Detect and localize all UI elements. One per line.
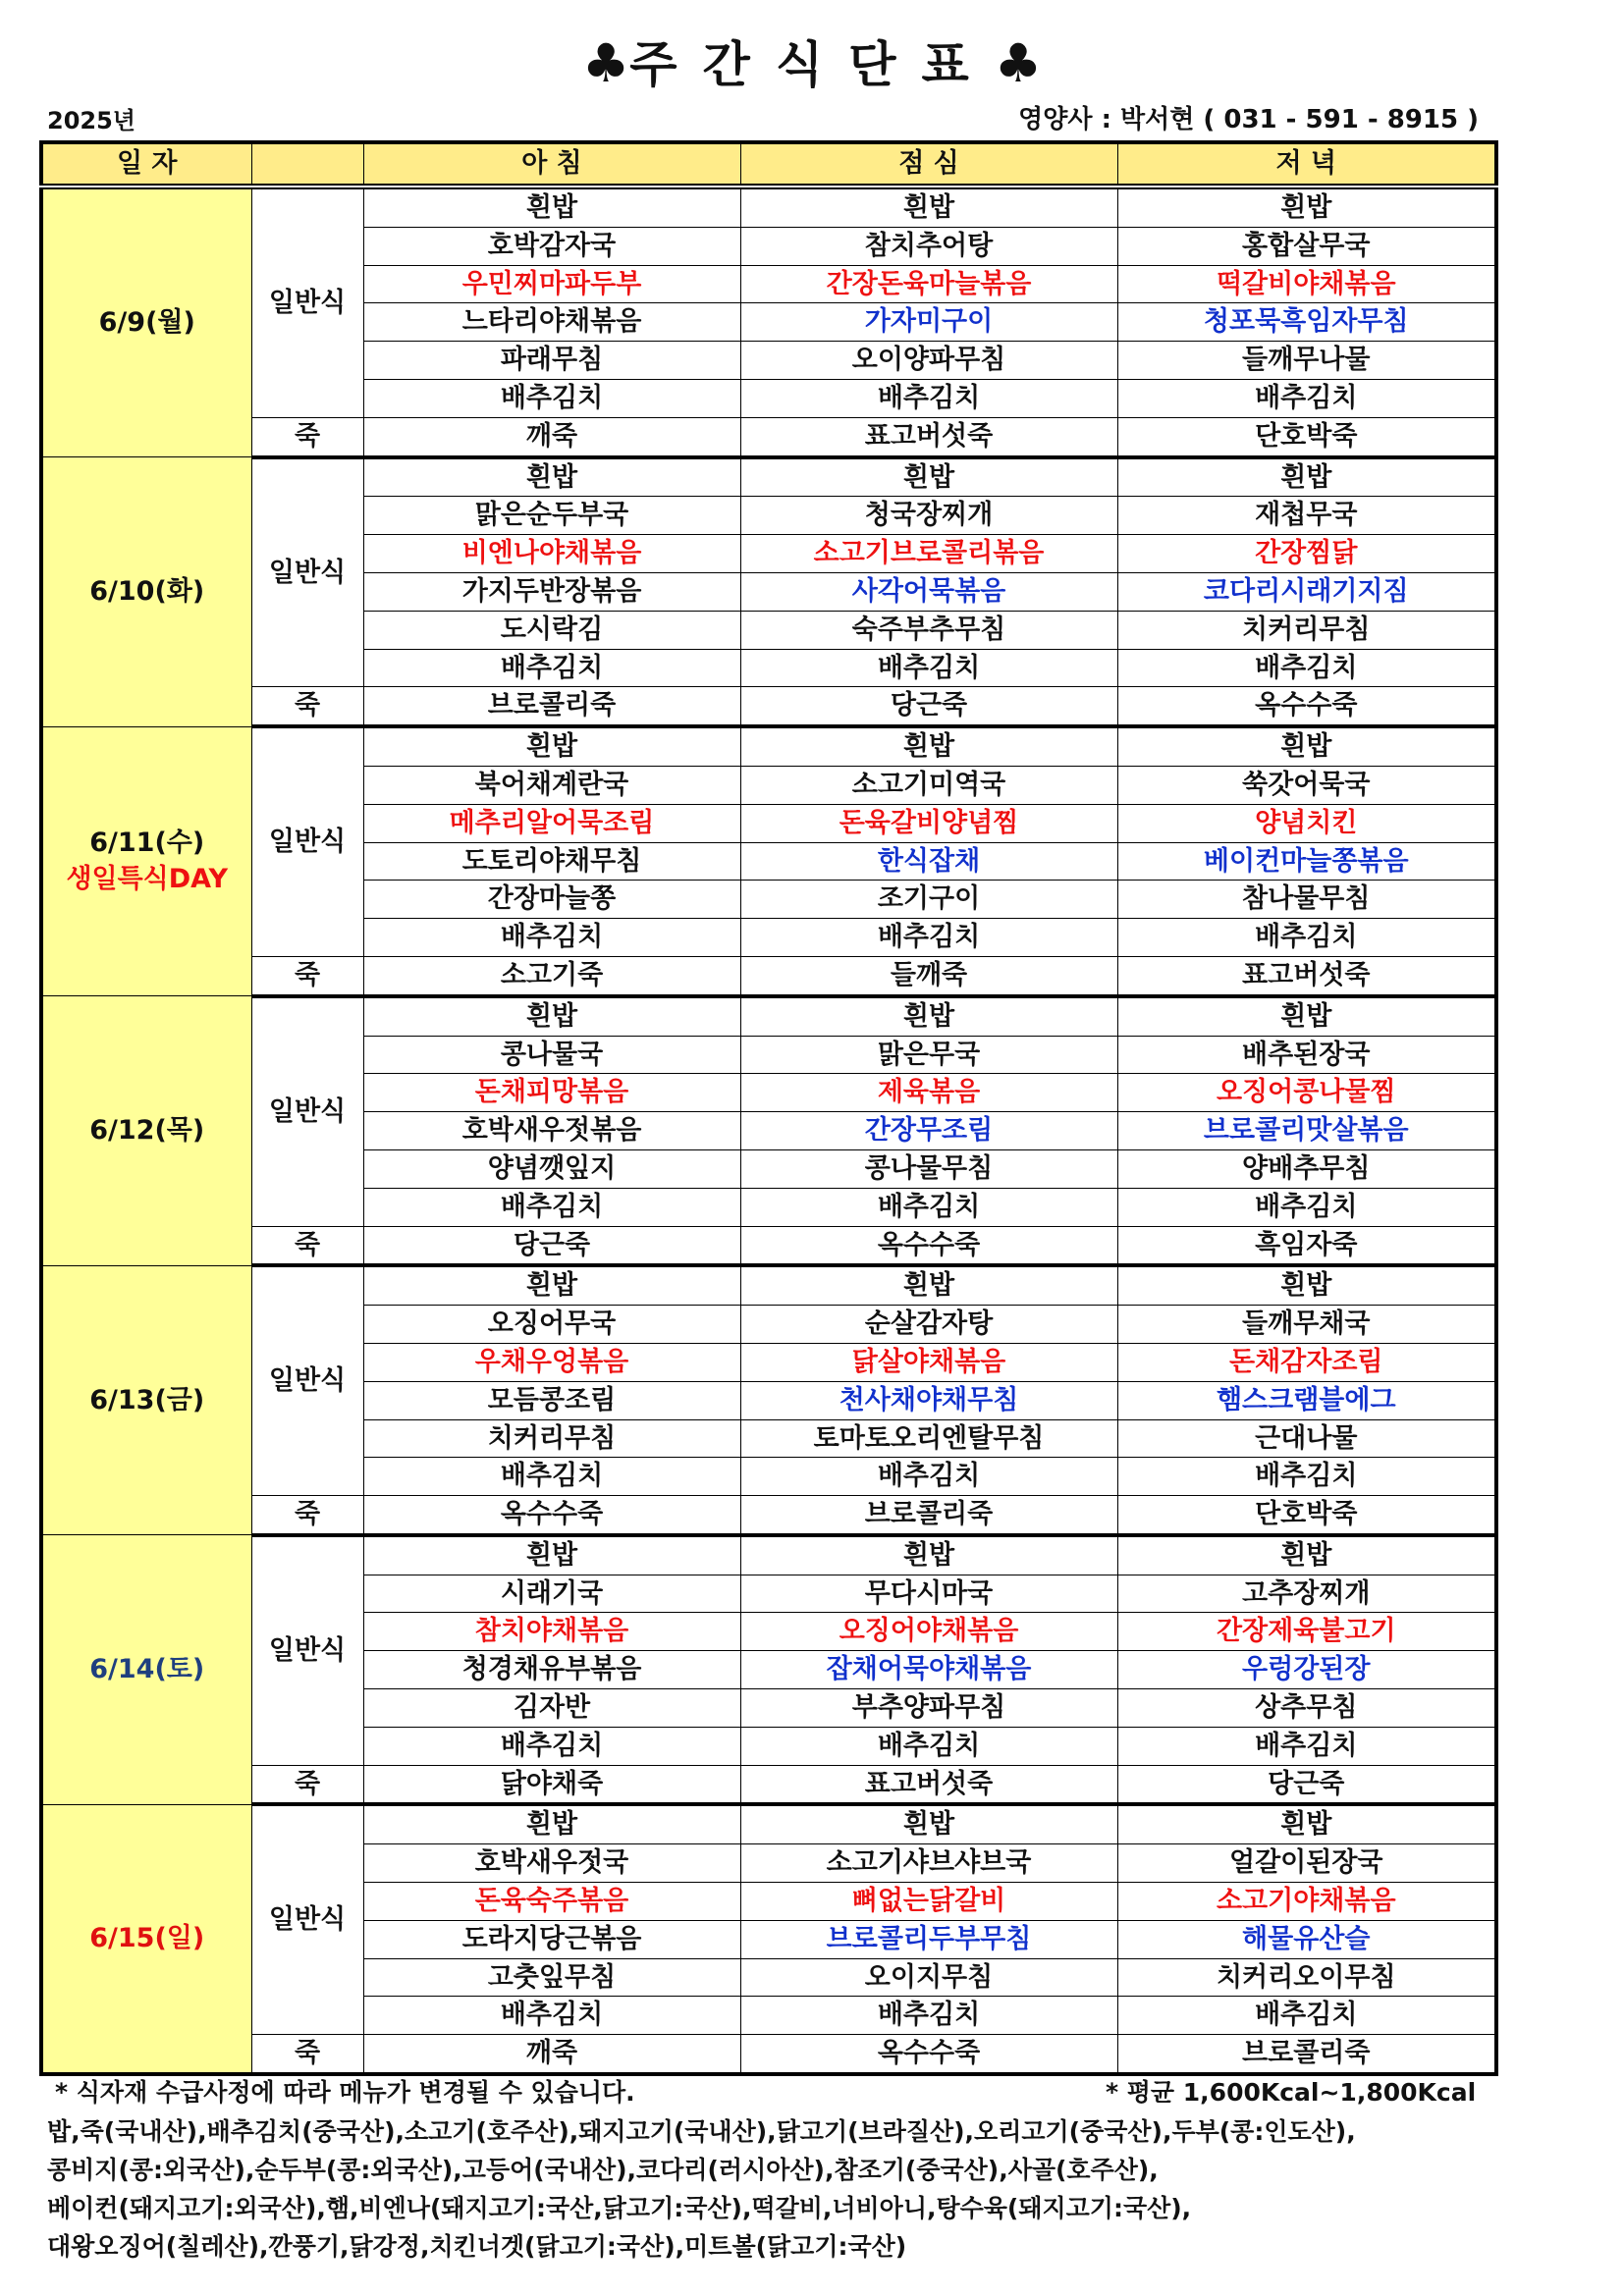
- dinner-item: 흰밥: [1117, 1265, 1496, 1305]
- lunch-item: 소고기미역국: [740, 766, 1117, 804]
- dinner-item: 배추김치: [1117, 649, 1496, 687]
- weekly-menu-table: [39, 140, 1498, 2076]
- lunch-item: 무다시마국: [740, 1575, 1117, 1613]
- breakfast-item: 치커리무침: [363, 1419, 740, 1458]
- breakfast-item: 양념깻잎지: [363, 1149, 740, 1188]
- meal-type-porridge: 죽: [251, 1226, 363, 1265]
- lunch-item: 들깨죽: [740, 956, 1117, 995]
- lunch-item: 흰밥: [740, 1265, 1117, 1305]
- dinner-item: 배추된장국: [1117, 1036, 1496, 1074]
- dinner-item: 간장제육불고기: [1117, 1613, 1496, 1651]
- breakfast-item: 느타리야채볶음: [363, 303, 740, 342]
- dinner-item: 고추장찌개: [1117, 1575, 1496, 1613]
- dinner-item: 브로콜리맛살볶음: [1117, 1112, 1496, 1150]
- lunch-item: 순살감자탕: [740, 1306, 1117, 1344]
- dinner-item: 베이컨마늘쫑볶음: [1117, 842, 1496, 881]
- breakfast-item: 호박감자국: [363, 227, 740, 265]
- breakfast-item: 시래기국: [363, 1575, 740, 1613]
- table-row: [41, 1496, 1496, 1535]
- dinner-item: 쑥갓어묵국: [1117, 766, 1496, 804]
- dinner-item: 옥수수죽: [1117, 687, 1496, 726]
- dinner-item: 참나물무침: [1117, 881, 1496, 919]
- breakfast-item: 옥수수죽: [363, 1496, 740, 1535]
- lunch-item: 오징어야채볶음: [740, 1613, 1117, 1651]
- lunch-item: 숙주부추무침: [740, 611, 1117, 649]
- table-row: [41, 1265, 1496, 1305]
- breakfast-item: 고춧잎무침: [363, 1958, 740, 1997]
- table-row: [41, 1765, 1496, 1804]
- lunch-item: 배추김치: [740, 379, 1117, 417]
- lunch-item: 간장돈육마늘볶음: [740, 265, 1117, 303]
- lunch-item: 오이양파무침: [740, 342, 1117, 380]
- table-row: [41, 417, 1496, 456]
- origin-line: 대왕오징어(칠레산),깐풍기,닭강정,치킨너겟(닭고기:국산),미트볼(닭고기:국산): [47, 2232, 907, 2261]
- meal-type-porridge: 죽: [251, 417, 363, 456]
- meal-type-porridge: 죽: [251, 956, 363, 995]
- meal-type-regular: 일반식: [251, 996, 363, 1226]
- lunch-item: 브로콜리두부무침: [740, 1920, 1117, 1958]
- lunch-item: 흰밥: [740, 457, 1117, 497]
- dinner-item: 흰밥: [1117, 457, 1496, 497]
- lunch-item: 옥수수죽: [740, 1226, 1117, 1265]
- breakfast-item: 흰밥: [363, 996, 740, 1036]
- breakfast-item: 메추리알어묵조림: [363, 804, 740, 842]
- breakfast-item: 소고기죽: [363, 956, 740, 995]
- lunch-item: 돈육갈비양념찜: [740, 804, 1117, 842]
- origin-line: 콩비지(콩:외국산),순두부(콩:외국산),고등어(국내산),코다리(러시아산),참조기(중국산),사골(호주산),: [47, 2156, 1159, 2184]
- breakfast-item: 도시락김: [363, 611, 740, 649]
- dinner-item: 단호박죽: [1117, 1496, 1496, 1535]
- dinner-item: 들깨무나물: [1117, 342, 1496, 380]
- lunch-item: 뼈없는닭갈비: [740, 1883, 1117, 1921]
- breakfast-item: 파래무침: [363, 342, 740, 380]
- lunch-item: 맑은무국: [740, 1036, 1117, 1074]
- breakfast-item: 가지두반장볶음: [363, 572, 740, 611]
- date-label: 6/14(토): [89, 1654, 205, 1685]
- lunch-item: 브로콜리죽: [740, 1496, 1117, 1535]
- calorie-note: * 평균 1,600Kcal~1,800Kcal: [1106, 2078, 1477, 2107]
- date-cell: [41, 457, 251, 727]
- breakfast-item: 배추김치: [363, 379, 740, 417]
- table-row: [41, 1535, 1496, 1575]
- dinner-item: 배추김치: [1117, 1188, 1496, 1226]
- breakfast-item: 오징어무국: [363, 1306, 740, 1344]
- dinner-item: 소고기야채볶음: [1117, 1883, 1496, 1921]
- date-label: 6/15(일): [89, 1923, 205, 1954]
- dinner-item: 우렁강된장: [1117, 1651, 1496, 1689]
- breakfast-item: 배추김치: [363, 1727, 740, 1765]
- table-row: [41, 1226, 1496, 1265]
- lunch-item: 당근죽: [740, 687, 1117, 726]
- table-header-row: [41, 142, 1496, 187]
- date-label: 6/12(목): [89, 1115, 205, 1147]
- header-breakfast: 아 침: [363, 142, 740, 187]
- meal-type-regular: 일반식: [251, 457, 363, 687]
- table-row: [41, 956, 1496, 995]
- lunch-item: 잡채어묵야채볶음: [740, 1651, 1117, 1689]
- dinner-item: 흰밥: [1117, 1535, 1496, 1575]
- dinner-item: 떡갈비야채볶음: [1117, 265, 1496, 303]
- dinner-item: 배추김치: [1117, 1458, 1496, 1496]
- date-label: 6/10(화): [89, 575, 205, 607]
- dinner-item: 단호박죽: [1117, 417, 1496, 456]
- breakfast-item: 도라지당근볶음: [363, 1920, 740, 1958]
- dinner-item: 배추김치: [1117, 919, 1496, 957]
- dinner-item: 배추김치: [1117, 1727, 1496, 1765]
- breakfast-item: 간장마늘쫑: [363, 881, 740, 919]
- page-title: [0, 29, 1624, 99]
- date-cell: [41, 1265, 251, 1535]
- lunch-item: 제육볶음: [740, 1074, 1117, 1112]
- lunch-item: 한식잡채: [740, 842, 1117, 881]
- dinner-item: 오징어콩나물찜: [1117, 1074, 1496, 1112]
- dinner-item: 홍합살무국: [1117, 227, 1496, 265]
- breakfast-item: 도토리야채무침: [363, 842, 740, 881]
- dinner-item: 해물유산슬: [1117, 1920, 1496, 1958]
- date-cell: [41, 187, 251, 457]
- dietitian-contact: 영양사 : 박서현 ( 031 - 591 - 8915 ): [1018, 105, 1479, 134]
- lunch-item: 청국장찌개: [740, 497, 1117, 535]
- dinner-item: 햄스크램블에그: [1117, 1381, 1496, 1419]
- breakfast-item: 깨죽: [363, 2035, 740, 2074]
- date-label: 6/11(수): [89, 827, 205, 858]
- lunch-item: 표고버섯죽: [740, 417, 1117, 456]
- breakfast-item: 호박새우젓볶음: [363, 1112, 740, 1150]
- date-label: 6/13(금): [89, 1384, 205, 1415]
- meal-type-regular: 일반식: [251, 1804, 363, 2034]
- table-row: [41, 687, 1496, 726]
- lunch-item: 사각어묵볶음: [740, 572, 1117, 611]
- lunch-item: 가자미구이: [740, 303, 1117, 342]
- dinner-item: 치커리오이무침: [1117, 1958, 1496, 1997]
- breakfast-item: 배추김치: [363, 1188, 740, 1226]
- lunch-item: 오이지무침: [740, 1958, 1117, 1997]
- breakfast-item: 닭야채죽: [363, 1765, 740, 1804]
- breakfast-item: 돈채피망볶음: [363, 1074, 740, 1112]
- lunch-item: 흰밥: [740, 1804, 1117, 1843]
- breakfast-item: 흰밥: [363, 1804, 740, 1843]
- breakfast-item: 북어채계란국: [363, 766, 740, 804]
- lunch-item: 소고기브로콜리볶음: [740, 535, 1117, 573]
- dinner-item: 흰밥: [1117, 726, 1496, 766]
- dinner-item: 돈채감자조림: [1117, 1343, 1496, 1381]
- dinner-item: 표고버섯죽: [1117, 956, 1496, 995]
- header-dinner: 저 녁: [1117, 142, 1496, 187]
- dinner-item: 상추무침: [1117, 1689, 1496, 1728]
- breakfast-item: 참치야채볶음: [363, 1613, 740, 1651]
- breakfast-item: 흰밥: [363, 457, 740, 497]
- lunch-item: 부추양파무침: [740, 1689, 1117, 1728]
- club-suit-icon: ♣: [994, 32, 1043, 94]
- lunch-item: 흰밥: [740, 1535, 1117, 1575]
- breakfast-item: 배추김치: [363, 1458, 740, 1496]
- breakfast-item: 콩나물국: [363, 1036, 740, 1074]
- breakfast-item: 흰밥: [363, 726, 740, 766]
- menu-body: [41, 187, 1496, 2074]
- dinner-item: 재첩무국: [1117, 497, 1496, 535]
- lunch-item: 배추김치: [740, 1188, 1117, 1226]
- origin-line: 밥,죽(국내산),배추김치(중국산),소고기(호주산),돼지고기(국내산),닭고기(브라질산),오리고기(중국산),두부(콩:인도산),: [47, 2117, 1356, 2146]
- lunch-item: 콩나물무침: [740, 1149, 1117, 1188]
- title-text: 주간식단표: [629, 36, 995, 93]
- lunch-item: 옥수수죽: [740, 2035, 1117, 2074]
- dinner-item: 간장찜닭: [1117, 535, 1496, 573]
- date-cell: [41, 996, 251, 1266]
- lunch-item: 배추김치: [740, 919, 1117, 957]
- table-row: [41, 2035, 1496, 2074]
- lunch-item: 소고기샤브샤브국: [740, 1844, 1117, 1883]
- breakfast-item: 비엔나야채볶음: [363, 535, 740, 573]
- dinner-item: 당근죽: [1117, 1765, 1496, 1804]
- dinner-item: 양배추무침: [1117, 1149, 1496, 1188]
- date-cell: [41, 1804, 251, 2074]
- header-lunch: 점 심: [740, 142, 1117, 187]
- origin-info: [47, 2112, 1598, 2266]
- date-label: 6/9(월): [98, 307, 195, 339]
- breakfast-item: 배추김치: [363, 919, 740, 957]
- breakfast-item: 배추김치: [363, 649, 740, 687]
- breakfast-item: 당근죽: [363, 1226, 740, 1265]
- lunch-item: 참치추어탕: [740, 227, 1117, 265]
- breakfast-item: 배추김치: [363, 1997, 740, 2035]
- lunch-item: 닭살야채볶음: [740, 1343, 1117, 1381]
- breakfast-item: 맑은순두부국: [363, 497, 740, 535]
- dinner-item: 청포묵흑임자무침: [1117, 303, 1496, 342]
- lunch-item: 흰밥: [740, 726, 1117, 766]
- breakfast-item: 모듬콩조림: [363, 1381, 740, 1419]
- table-row: [41, 187, 1496, 227]
- table-row: [41, 996, 1496, 1036]
- header-type: [251, 142, 363, 187]
- club-suit-icon: ♣: [581, 32, 630, 94]
- dinner-item: 흑임자죽: [1117, 1226, 1496, 1265]
- lunch-item: 흰밥: [740, 996, 1117, 1036]
- breakfast-item: 돈육숙주볶음: [363, 1883, 740, 1921]
- lunch-item: 배추김치: [740, 1727, 1117, 1765]
- breakfast-item: 브로콜리죽: [363, 687, 740, 726]
- table-row: [41, 457, 1496, 497]
- dinner-item: 배추김치: [1117, 1997, 1496, 2035]
- dinner-item: 들깨무채국: [1117, 1306, 1496, 1344]
- meal-type-porridge: 죽: [251, 1765, 363, 1804]
- meal-type-regular: 일반식: [251, 726, 363, 956]
- lunch-item: 배추김치: [740, 1458, 1117, 1496]
- meal-type-porridge: 죽: [251, 1496, 363, 1535]
- lunch-item: 흰밥: [740, 187, 1117, 227]
- dinner-item: 양념치킨: [1117, 804, 1496, 842]
- date-cell: [41, 726, 251, 996]
- breakfast-item: 우채우엉볶음: [363, 1343, 740, 1381]
- lunch-item: 간장무조림: [740, 1112, 1117, 1150]
- breakfast-item: 청경채유부볶음: [363, 1651, 740, 1689]
- meal-type-regular: 일반식: [251, 1535, 363, 1765]
- dinner-item: 배추김치: [1117, 379, 1496, 417]
- date-cell: [41, 1535, 251, 1805]
- lunch-item: 토마토오리엔탈무침: [740, 1419, 1117, 1458]
- meal-type-regular: 일반식: [251, 1265, 363, 1495]
- breakfast-item: 김자반: [363, 1689, 740, 1728]
- dinner-item: 얼갈이된장국: [1117, 1844, 1496, 1883]
- breakfast-item: 흰밥: [363, 1265, 740, 1305]
- dinner-item: 흰밥: [1117, 187, 1496, 227]
- dinner-item: 흰밥: [1117, 1804, 1496, 1843]
- header-date: 일 자: [41, 142, 251, 187]
- meal-type-porridge: 죽: [251, 2035, 363, 2074]
- menu-change-note: * 식자재 수급사정에 따라 메뉴가 변경될 수 있습니다.: [55, 2078, 635, 2107]
- dinner-item: 치커리무침: [1117, 611, 1496, 649]
- dinner-item: 브로콜리죽: [1117, 2035, 1496, 2074]
- lunch-item: 조기구이: [740, 881, 1117, 919]
- breakfast-item: 호박새우젓국: [363, 1844, 740, 1883]
- lunch-item: 천사채야채무침: [740, 1381, 1117, 1419]
- dinner-item: 흰밥: [1117, 996, 1496, 1036]
- table-row: [41, 726, 1496, 766]
- meal-type-regular: 일반식: [251, 187, 363, 417]
- lunch-item: 배추김치: [740, 1997, 1117, 2035]
- origin-line: 베이컨(돼지고기:외국산),햄,비엔나(돼지고기:국산,닭고기:국산),떡갈비,너비아니,탕수육(돼지고기:국산),: [47, 2194, 1192, 2222]
- dinner-item: 근대나물: [1117, 1419, 1496, 1458]
- breakfast-item: 흰밥: [363, 187, 740, 227]
- meal-type-porridge: 죽: [251, 687, 363, 726]
- breakfast-item: 우민찌마파두부: [363, 265, 740, 303]
- dinner-item: 코다리시래기지짐: [1117, 572, 1496, 611]
- breakfast-item: 깨죽: [363, 417, 740, 456]
- table-row: [41, 1804, 1496, 1843]
- lunch-item: 배추김치: [740, 649, 1117, 687]
- lunch-item: 표고버섯죽: [740, 1765, 1117, 1804]
- special-day-label: 생일특식DAY: [66, 864, 229, 895]
- year-label: 2025년: [47, 107, 135, 134]
- breakfast-item: 흰밥: [363, 1535, 740, 1575]
